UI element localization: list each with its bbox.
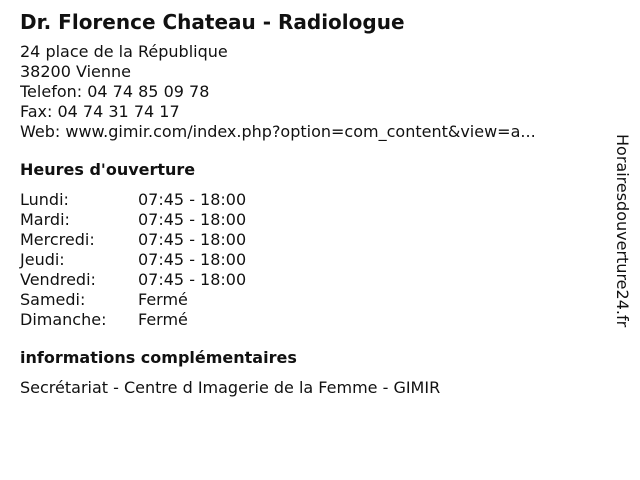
hours-time: 07:45 - 18:00 xyxy=(138,190,247,209)
hours-day: Jeudi: xyxy=(20,250,65,269)
business-listing xyxy=(20,8,610,398)
opening-hours-table xyxy=(20,190,246,330)
hours-time: 07:45 - 18:00 xyxy=(138,210,247,229)
additional-info-heading: informations complémentaires xyxy=(20,348,297,367)
hours-day: Samedi: xyxy=(20,290,86,309)
additional-info-text: Secrétariat - Centre d Imagerie de la Femme - GIMIR xyxy=(20,378,441,397)
hours-day: Mardi: xyxy=(20,210,70,229)
fax-number: Fax: 04 74 31 74 17 xyxy=(20,102,180,121)
hours-day: Dimanche: xyxy=(20,310,107,329)
hours-time: 07:45 - 18:00 xyxy=(138,230,247,249)
hours-row-sunday xyxy=(20,310,246,330)
brand-watermark: Horairesdouverture24.fr xyxy=(613,134,632,328)
hours-row-friday xyxy=(20,270,246,290)
website-link[interactable]: Web: www.gimir.com/index.php?option=com_content&view=a... xyxy=(20,122,536,141)
hours-row-monday xyxy=(20,190,246,210)
hours-time: 07:45 - 18:00 xyxy=(138,270,247,289)
address-street: 24 place de la République xyxy=(20,42,228,61)
address-block xyxy=(20,42,610,142)
hours-row-wednesday xyxy=(20,230,246,250)
page-title: Dr. Florence Chateau - Radiologue xyxy=(20,10,405,34)
hours-day: Vendredi: xyxy=(20,270,96,289)
hours-time: Fermé xyxy=(138,290,188,309)
hours-day: Lundi: xyxy=(20,190,69,209)
hours-row-saturday xyxy=(20,290,246,310)
hours-row-thursday xyxy=(20,250,246,270)
address-city: 38200 Vienne xyxy=(20,62,131,81)
hours-time: 07:45 - 18:00 xyxy=(138,250,247,269)
hours-time: Fermé xyxy=(138,310,188,329)
phone-number: Telefon: 04 74 85 09 78 xyxy=(20,82,210,101)
opening-hours-heading: Heures d'ouverture xyxy=(20,160,196,179)
hours-day: Mercredi: xyxy=(20,230,95,249)
hours-row-tuesday xyxy=(20,210,246,230)
